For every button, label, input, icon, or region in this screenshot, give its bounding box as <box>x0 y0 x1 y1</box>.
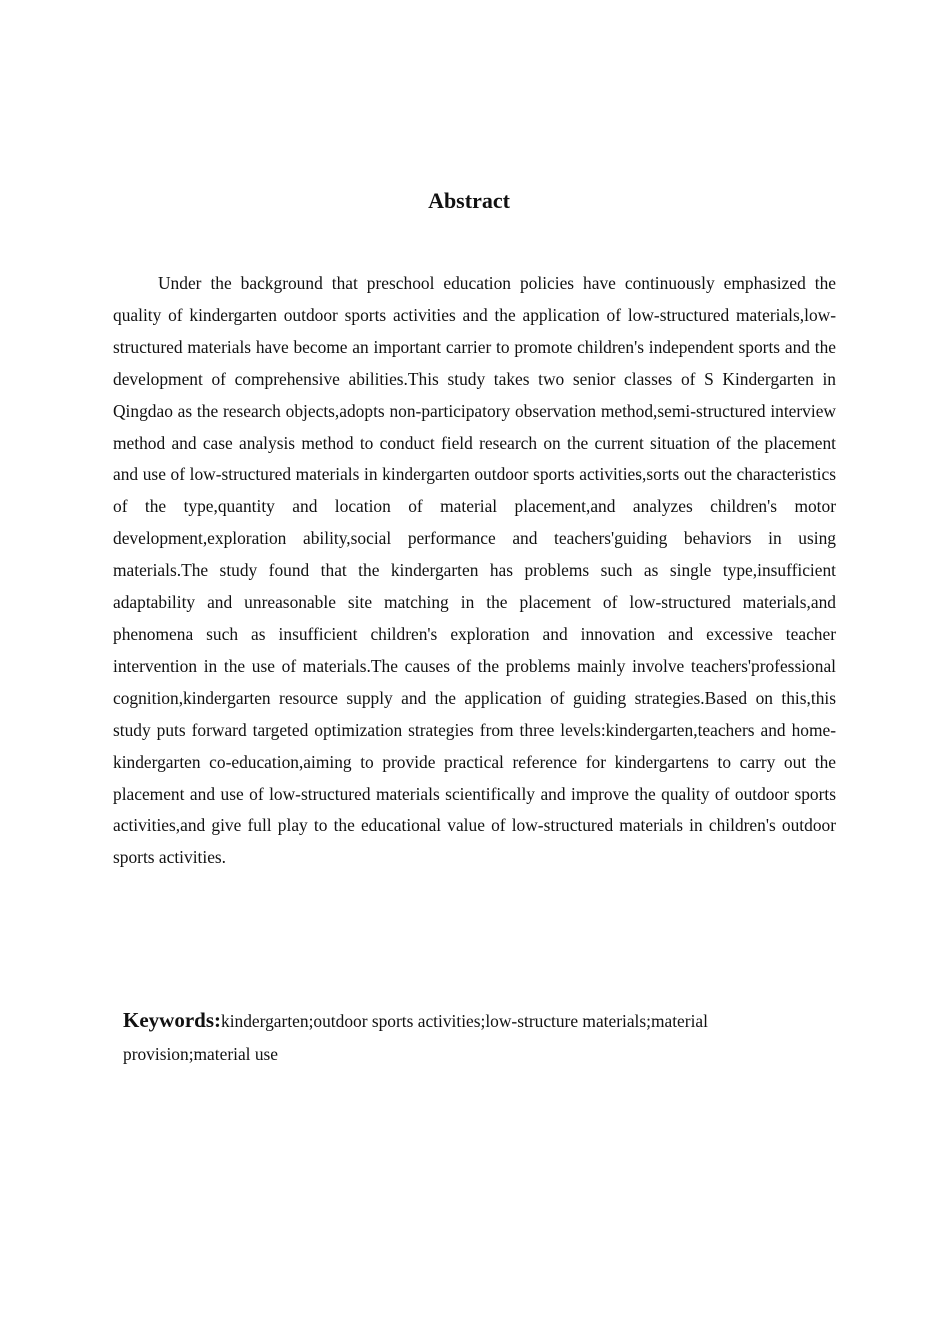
abstract-body: Under the background that preschool education policies have continuously emphasized the quality of kindergarten outdoor sports activities and the application of low-structured materials,low-structured materials have become an important carrier to promote children's independent sports and the development of comprehensive abilities.This study takes two senior classes of S Kindergarten in Qingdao as the research objects,adopts non-participatory observation method,semi-structured interview method and case analysis method to conduct field research on the current situation of the placement and use of low-structured materials in kindergarten outdoor sports activities,sorts out the characteristics of the type,quantity and location of material placement,and analyzes children's motor development,exploration ability,social performance and teachers'guiding behaviors in using materials.The study found that the kindergarten has problems such as single type,insufficient adaptability and unreasonable site matching in the placement of low-structured materials,and phenomena such as insufficient children's exploration and innovation and excessive teacher intervention in the use of materials.The causes of the problems mainly involve teachers'professional cognition,kindergarten resource supply and the application of guiding strategies.Based on this,this study puts forward targeted optimization strategies from three levels:kindergarten,teachers and home-kindergarten co-education,aiming to provide practical reference for kindergartens to carry out the placement and use of low-structured materials scientifically and improve the quality of outdoor sports activities,and give full play to the educational value of low-structured materials in children's outdoor sports activities. <box>113 273 836 868</box>
keywords-line <box>123 1004 823 1071</box>
keywords-text: kindergarten;outdoor sports activities;low-structure materials;material provision;material use <box>123 1011 708 1064</box>
keywords-label: Keywords: <box>123 1008 221 1032</box>
abstract-title: Abstract <box>428 188 510 213</box>
